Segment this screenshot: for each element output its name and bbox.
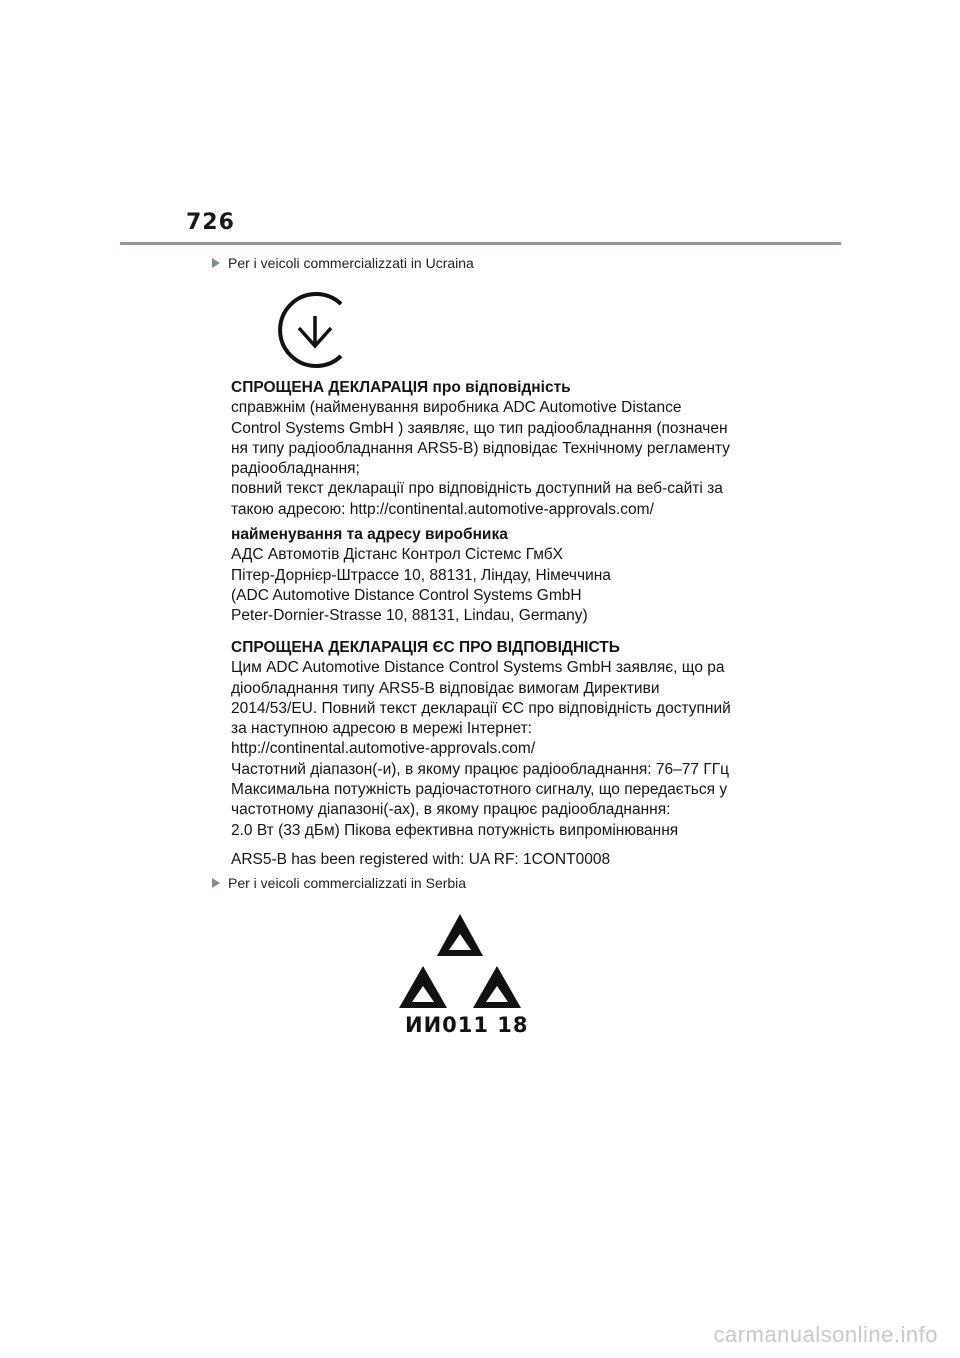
section-label-serbia-text: Per i veicoli commercializzati in Serbia [228,875,467,891]
registration-block [231,850,741,870]
registration-text: ARS5-B has been registered with: UA RF: 1CONT0008 [231,851,611,868]
ukraine-conformity-mark-icon [275,290,355,370]
arrow-right-icon [212,878,220,888]
simplified-declaration-block [231,378,741,520]
section-label-serbia [212,875,466,891]
arrow-right-icon [212,258,220,268]
section-label-ukraine-text: Per i veicoli commercializzati in Ucraina [228,255,474,271]
manufacturer-heading: найменування та адресу виробника [231,526,508,543]
simplified-declaration-body: справжнім (найменування виробника ADC Automotive Distance Control Systems GmbH ) заявляє, що тип радіообладнання (позначен ня типу радіообладнання ARS5-B) відповідає Технічному регламенту радіообладнання; повний текст декларації про відповідність доступний на веб-сайті за такою адресою: http://continental.automotive-approvals.com/ [231,399,730,518]
serbia-conformity-triangles-icon [395,910,525,1010]
watermark: carmanualsonline.info [713,1322,938,1347]
eu-declaration-heading: СПРОЩЕНА ДЕКЛАРАЦІЯ ЄС ПРО ВІДПОВІДНІСТЬ [231,639,620,656]
eu-declaration-block [231,638,741,841]
serbia-approval-code: ИИ011 18 [405,1013,529,1037]
section-label-ukraine [212,255,474,271]
page-number: 726 [186,210,235,235]
manufacturer-body: АДС Автомотів Дістанс Контрол Сістемс ГмбХ Пітер-Дорнієр-Штрассе 10, 88131, Ліндау, Німеччина (ADC Automotive Distance Control Systems GmbH Peter-Dornier-Strasse 10, 88131, Lindau, Germany) [231,546,611,625]
header-rule [120,242,841,245]
eu-declaration-body: Цим ADC Automotive Distance Control Systems GmbH заявляє, що ра діообладнання типу ARS5-B відповідає вимогам Директиви 2014/53/EU. Повний текст декларації ЄС про відповідність доступний за наступною адресою в мережі Інтернет: http://continental.automotive-approvals.com/ Частотний діапазон(-и), в якому працює радіообладнання: 76–77 ГГц Максимальна потужність радіочастотного сигналу, що передається у частотному діапазоні(-ах), в якому працює радіообладнання: 2.0 Вт (33 дБм) Пікова ефективна потужність випромінювання [231,659,731,839]
simplified-declaration-heading: СПРОЩЕНА ДЕКЛАРАЦІЯ про відповідність [231,379,571,396]
manufacturer-block [231,525,741,626]
